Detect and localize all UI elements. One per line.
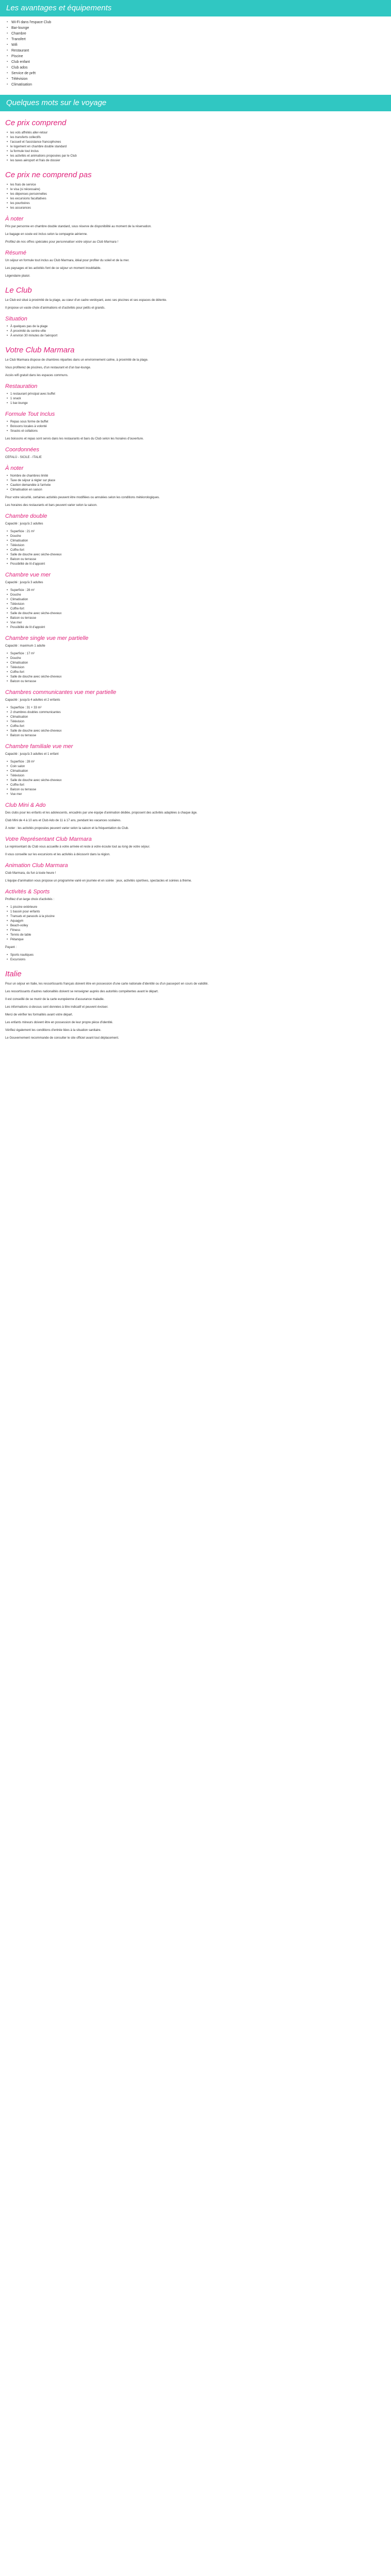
section-title-mini-club: Club Mini & Ado	[5, 802, 46, 808]
section-title-chambre-single: Chambre single vue mer partielle	[5, 635, 89, 641]
feature-item: ▪ Télévision	[11, 76, 391, 82]
paragraph: Club Mini de 4 à 10 ans et Club Ado de 11 à 17 ans, pendant les vacances scolaires.	[5, 819, 122, 822]
list-item: • Boissons locales à volonté	[10, 425, 386, 429]
page	[0, 0, 391, 1041]
paragraph: Le Gouvernement recommande de consulter le site officiel avant tout déplacement.	[5, 1037, 119, 1040]
list-item: • Coffre-fort	[10, 783, 386, 788]
room-features-list	[5, 652, 386, 684]
list-item: • Douche	[10, 534, 386, 539]
features-list	[0, 20, 391, 88]
section-title-restauration: Restauration	[5, 383, 38, 389]
list-item: • Repas sous forme de buffet	[10, 420, 386, 425]
list-item: • Coffre-fort	[10, 607, 386, 612]
paragraph: Merci de vérifier les formalités avant votre départ.	[5, 1013, 73, 1016]
list-item: • Balcon ou terrasse	[10, 557, 386, 562]
feature-item: ▪ Club enfant	[11, 59, 391, 65]
list-item: • Climatisation	[10, 715, 386, 720]
list-item: • À environ 30 minutes de l'aéroport	[10, 334, 386, 338]
list-item: • Aquagym	[10, 919, 386, 924]
list-item: • Télévision	[10, 720, 386, 724]
list-item: • les transferts collectifs	[10, 135, 386, 140]
list-item: • Coffre-fort	[10, 724, 386, 729]
prix-comprend-list	[5, 131, 386, 163]
paragraph: Des clubs pour les enfants et les adolescents, encadrés par une équipe d'animation dédiée, proposent des activités adaptées à chaque âge.	[5, 811, 198, 815]
room-capacity: Capacité : jusqu'à 2 adultes	[5, 522, 43, 526]
section-title-prix-comprend: Ce prix comprend	[5, 118, 67, 127]
list-item: • Taxe de séjour à régler sur place	[10, 479, 386, 483]
list-item: • 1 piscine extérieure	[10, 905, 386, 910]
paragraph: Un séjour en formule tout inclus au Club Marmara, idéal pour profiter du soleil et de la mer.	[5, 259, 129, 262]
section-title-prix-ne-comprend: Ce prix ne comprend pas	[5, 171, 92, 179]
list-item: • Vue mer	[10, 621, 386, 625]
list-item: • Coin salon	[10, 765, 386, 769]
room-capacity: Capacité : jusqu'à 3 adultes et 1 enfant	[5, 753, 59, 756]
list-item: • Climatisation	[10, 769, 386, 774]
section-title-activites: Activités & Sports	[5, 889, 50, 895]
list-item: • les excursions facultatives	[10, 197, 386, 201]
list-item: • Salle de douche avec sèche-cheveux	[10, 612, 386, 616]
section-title-coordonnees: Coordonnées	[5, 447, 40, 453]
list-item: • les activités et animations proposées par le Club	[10, 154, 386, 159]
paragraph: Le Club Marmara dispose de chambres réparties dans un environnement calme, à proximité de la plage.	[5, 359, 149, 362]
feature-item: ▪ Wi-Fi dans l'espace Club	[11, 20, 391, 25]
activities-list	[5, 905, 386, 942]
promo-line: Profitez de nos offres spéciales pour personnaliser votre séjour au Club Marmara !	[5, 241, 119, 244]
list-item: • les pourboires	[10, 201, 386, 206]
list-item: • À quelques pas de la plage	[10, 325, 386, 329]
list-item: • Sports nautiques	[10, 953, 386, 958]
section-title-chambres-communicantes: Chambres communicantes vue mer partielle	[5, 689, 117, 696]
paragraph: Les ressortissants d'autres nationalités doivent se renseigner auprès des autorités compétentes avant le départ.	[5, 990, 159, 993]
list-item: • Douche	[10, 593, 386, 598]
list-item: • les assurances	[10, 206, 386, 211]
section-title-chambre-double: Chambre double	[5, 513, 47, 519]
feature-item: ▪ Wifi	[11, 42, 391, 48]
list-item: • Beach-volley	[10, 924, 386, 928]
section-title-a-noter: À noter	[5, 465, 24, 471]
list-item: • les frais de service	[10, 183, 386, 188]
list-item: • Salle de douche avec sèche-cheveux	[10, 778, 386, 783]
paragraph: Accès wifi gratuit dans les espaces communs.	[5, 374, 69, 377]
list-item: • Télévision	[10, 544, 386, 548]
section-title-a-noter: À noter	[5, 216, 24, 222]
room-capacity: Capacité : jusqu'à 4 adultes et 2 enfants	[5, 699, 60, 702]
list-item: • À proximité du centre-ville	[10, 329, 386, 334]
feature-item: ▪ Restaurant	[11, 48, 391, 54]
list-item: • Superficie : 31 + 33 m²	[10, 706, 386, 710]
paragraph: Il vous conseille sur les excursions et les activités à découvrir dans la région.	[5, 853, 110, 856]
list-item: • Balcon ou terrasse	[10, 788, 386, 792]
list-item: • les taxes aéroport et frais de dossier	[10, 159, 386, 163]
list-item: • Nombre de chambres limité	[10, 474, 386, 479]
list-item: • Climatisation en saison	[10, 488, 386, 493]
list-item: • Climatisation	[10, 539, 386, 544]
list-item: • Possibilité de lit d'appoint	[10, 625, 386, 630]
paragraph: Pour un séjour en Italie, les ressortissants français doivent être en possession d'une carte nationale d'identité ou d'un passeport en cours de validité.	[5, 982, 209, 986]
list-item: • Tennis de table	[10, 933, 386, 938]
formule-list	[5, 420, 386, 434]
list-item: • Salle de douche avec sèche-cheveux	[10, 729, 386, 734]
paragraph: Prix par personne en chambre double standard, sous réserve de disponibilité au moment de la réservation.	[5, 225, 152, 228]
section-title-representant: Votre Représentant Club Marmara	[5, 836, 92, 842]
paragraph: Les informations ci-dessus sont données à titre indicatif et peuvent évoluer.	[5, 1006, 108, 1009]
paragraph: Vérifiez également les conditions d'entrée liées à la situation sanitaire.	[5, 1029, 102, 1032]
list-item: • Climatisation	[10, 661, 386, 666]
list-item: • 1 restaurant principal avec buffet	[10, 392, 386, 397]
list-item: • Transats et parasols à la piscine	[10, 914, 386, 919]
situation-list	[5, 325, 386, 338]
list-item: • Superficie : 28 m²	[10, 588, 386, 593]
paragraph: Les paysages et les activités font de ce séjour un moment inoubliable.	[5, 267, 102, 270]
feature-item: ▪ Service de prêt	[11, 71, 391, 76]
list-item: • Télévision	[10, 666, 386, 670]
paragraph: Les enfants mineurs doivent être en possession de leur propre pièce d'identité.	[5, 1021, 113, 1024]
header-title: Les avantages et équipements	[6, 4, 112, 12]
paragraph: Les horaires des restaurants et bars peuvent varier selon la saison.	[5, 504, 97, 507]
list-item: • Salle de douche avec sèche-cheveux	[10, 675, 386, 680]
room-features-list	[5, 588, 386, 630]
list-item: • Snacks et collations	[10, 429, 386, 434]
list-item: • Balcon ou terrasse	[10, 616, 386, 621]
section-title-chambre-vue-mer: Chambre vue mer	[5, 572, 51, 578]
room-capacity: Capacité : maximum 1 adulte	[5, 645, 45, 648]
list-item: • Balcon ou terrasse	[10, 680, 386, 684]
list-item: • le visa (si nécessaire)	[10, 188, 386, 192]
paragraph: Légendaire plaisir.	[5, 275, 30, 278]
feature-item: ▪ Transfert	[11, 37, 391, 42]
list-item: • Télévision	[10, 774, 386, 778]
feature-item: ▪ Climatisation	[11, 82, 391, 88]
paragraph: À noter : les activités proposées peuvent varier selon la saison et la fréquentation du Club.	[5, 827, 129, 830]
payant-label: Payant :	[5, 946, 17, 949]
list-item: • Vue mer	[10, 792, 386, 797]
list-item: • Télévision	[10, 602, 386, 607]
feature-item: ▪ Bar-lounge	[11, 25, 391, 31]
list-item: • Pétanque	[10, 938, 386, 942]
payant-list	[5, 953, 386, 962]
list-item: • Salle de douche avec sèche-cheveux	[10, 553, 386, 557]
voyage-band	[0, 95, 391, 111]
list-item: • 2 chambres doubles communicantes	[10, 710, 386, 715]
paragraph: Pour votre sécurité, certaines activités peuvent être modifiées ou annulées selon les conditions météorologiques.	[5, 496, 160, 499]
voyage-title: Quelques mots sur le voyage	[6, 98, 107, 107]
feature-item: ▪ Piscine	[11, 54, 391, 59]
list-item: • les vols affrétés aller-retour	[10, 131, 386, 135]
room-features-list	[5, 760, 386, 797]
room-capacity: Capacité : jusqu'à 3 adultes	[5, 581, 43, 584]
paragraph: Il propose un vaste choix d'animations et d'activités pour petits et grands.	[5, 307, 106, 310]
paragraph: Le représentant du Club vous accueille à votre arrivée et reste à votre écoute tout au long de votre séjour.	[5, 845, 150, 849]
list-item: • Possibilité de lit d'appoint	[10, 562, 386, 567]
list-item: • 1 bassin pour enfants	[10, 910, 386, 914]
feature-item: ▪ Chambre	[11, 31, 391, 37]
list-item: • le logement en chambre double standard	[10, 145, 386, 149]
main-content	[0, 118, 391, 1041]
list-item: • 1 snack	[10, 397, 386, 401]
list-item: • la formule tout inclus	[10, 149, 386, 154]
list-item: • Douche	[10, 656, 386, 661]
paragraph: Vous profiterez de piscines, d'un restaurant et d'un bar-lounge.	[5, 366, 91, 369]
list-item: • l'accueil et l'assistance francophones	[10, 140, 386, 145]
room-features-list	[5, 530, 386, 567]
section-title-situation: Situation	[5, 316, 27, 322]
paragraph: Il est conseillé de se munir de la carte européenne d'assurance maladie.	[5, 998, 105, 1001]
list-item: • Climatisation	[10, 598, 386, 602]
room-features-list	[5, 706, 386, 738]
paragraph: Profitez d'un large choix d'activités :	[5, 898, 55, 901]
list-item: • Excursions	[10, 958, 386, 962]
section-title-formule: Formule Tout Inclus	[5, 411, 55, 417]
a-noter-list	[5, 474, 386, 493]
section-title-resume: Résumé	[5, 250, 26, 256]
list-item: • Superficie : 17 m²	[10, 652, 386, 656]
header-band	[0, 0, 391, 16]
prix-ne-comprend-list	[5, 183, 386, 211]
feature-item: ▪ Club ados	[11, 65, 391, 71]
list-item: • Superficie : 28 m²	[10, 760, 386, 765]
paragraph: Club Marmara, du fun à toute heure !	[5, 872, 56, 875]
section-title-le-club: Le Club	[5, 286, 32, 295]
section-title-hotel: Votre Club Marmara	[5, 346, 75, 354]
section-title-italie: Italie	[5, 970, 22, 978]
paragraph: Le Club est situé à proximité de la plage, au cœur d'un cadre verdoyant, avec ses piscines et ses espaces de détente.	[5, 299, 167, 302]
address-line: CEFALÙ - SICILE - ITALIE	[5, 456, 42, 459]
list-item: • Balcon ou terrasse	[10, 734, 386, 738]
list-item: • Superficie : 21 m²	[10, 530, 386, 534]
paragraph: Les boissons et repas sont servis dans les restaurants et bars du Club selon les horaires d'ouverture.	[5, 437, 144, 440]
list-item: • Coffre-fort	[10, 670, 386, 675]
section-title-chambre-familiale: Chambre familiale vue mer	[5, 743, 73, 750]
list-item: • Coffre-fort	[10, 548, 386, 553]
paragraph: L'équipe d'animation vous propose un programme varié en journée et en soirée : jeux, activités sportives, spectacles et soirées à thème.	[5, 879, 192, 883]
section-title-animation: Animation Club Marmara	[5, 862, 68, 869]
list-item: • Fitness	[10, 928, 386, 933]
list-item: • 1 bar-lounge	[10, 401, 386, 406]
list-item: • Caution demandée à l'arrivée	[10, 483, 386, 488]
list-item: • les dépenses personnelles	[10, 192, 386, 197]
paragraph: Le bagage en soute est inclus selon la compagnie aérienne.	[5, 233, 88, 236]
restauration-list	[5, 392, 386, 406]
